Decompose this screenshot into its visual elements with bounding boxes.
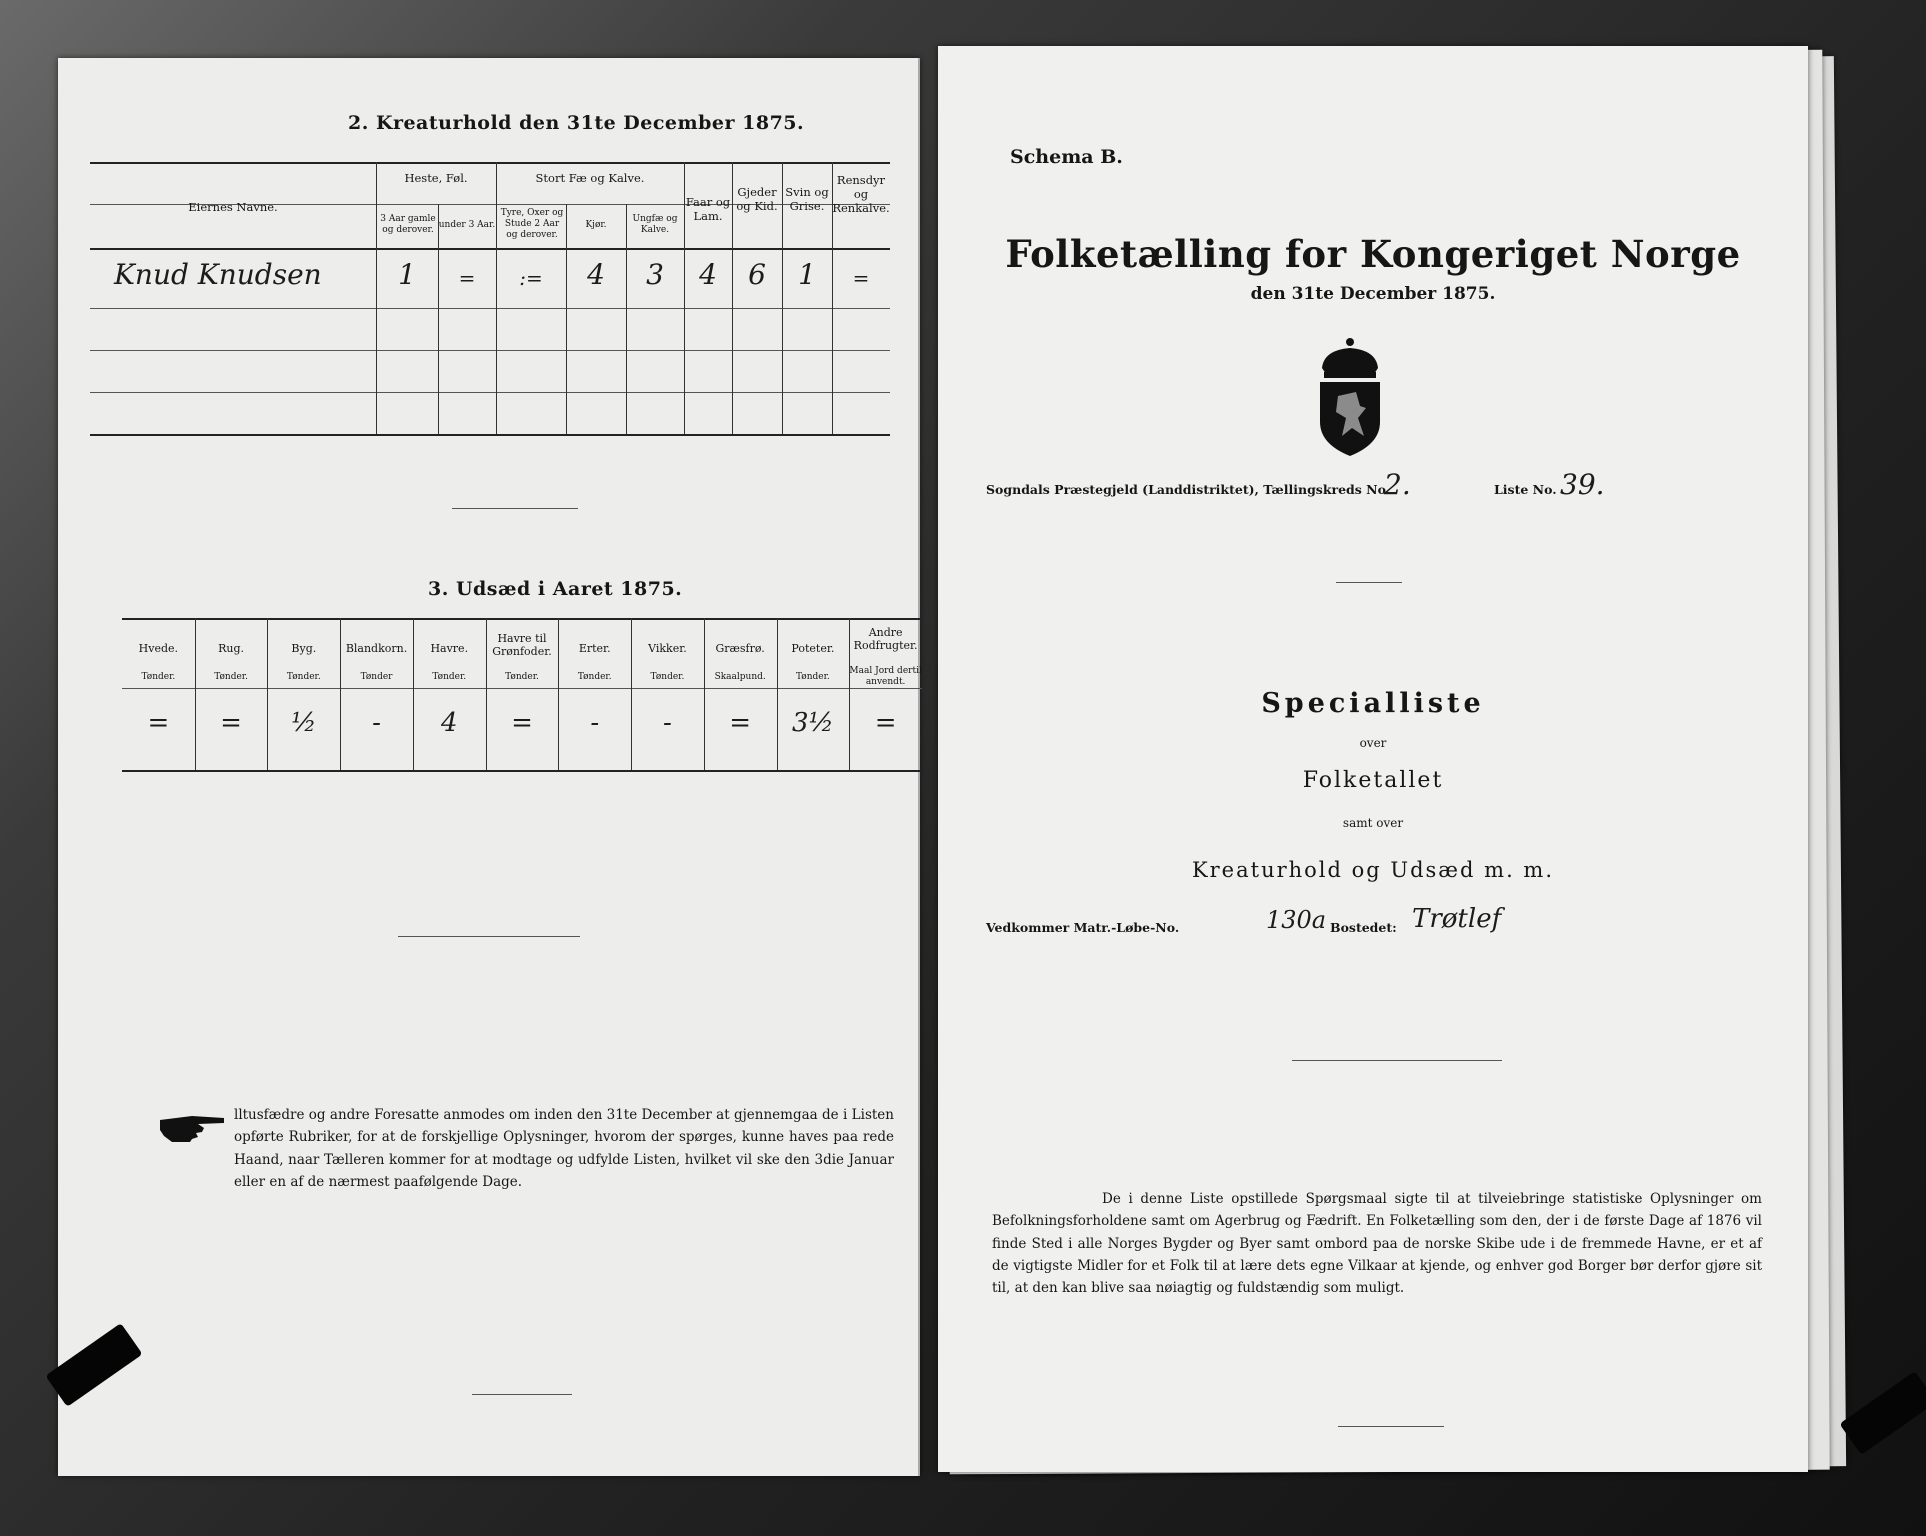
udsaed-header: Hvede.	[138, 642, 179, 655]
table3-col-sep	[558, 618, 559, 770]
udsaed-value: 4	[440, 708, 458, 738]
udsaed-header: Havre.	[430, 642, 469, 655]
udsaed-unit: Skaalpund.	[714, 672, 766, 682]
bosted-value: Trøtlef	[1412, 904, 1502, 934]
horse-group-header: Heste, Føl.	[404, 171, 468, 185]
udsaed-value: =	[220, 708, 242, 738]
document-date: den 31te December 1875.	[1250, 284, 1496, 304]
samt-over-text: samt over	[1342, 816, 1404, 830]
udsaed-unit: Tønder.	[286, 672, 321, 682]
udsaed-value: =	[147, 708, 170, 738]
over-text: over	[1359, 736, 1387, 750]
table3-col-sep	[413, 618, 414, 770]
pointing-hand-icon	[158, 1108, 228, 1150]
udsaed-value: =	[874, 708, 897, 738]
table3-col-sep	[195, 618, 196, 770]
table2-col-sep	[438, 204, 439, 434]
table3-top-rule	[122, 618, 922, 620]
separator-line	[452, 508, 578, 509]
cattle-col2-header: Kjør.	[585, 220, 607, 230]
table3-col-sep	[631, 618, 632, 770]
udsaed-value: -	[590, 708, 600, 738]
separator-line	[1336, 582, 1402, 583]
udsaed-unit: Tønder.	[432, 672, 467, 682]
specialliste-heading: Specialliste	[1261, 688, 1485, 719]
udsaed-unit: Tønder	[360, 672, 393, 682]
udsaed-value: -	[372, 708, 381, 738]
udsaed-header: Erter.	[578, 642, 611, 655]
separator-line	[472, 1394, 572, 1395]
document-title: Folketælling for Kongeriget Norge	[1005, 232, 1741, 276]
table2-row-rule	[90, 350, 890, 351]
cell-horse-adult: 1	[398, 258, 416, 291]
district-number: 2.	[1384, 468, 1411, 501]
udsaed-value: -	[663, 708, 672, 738]
cell-pigs: 1	[798, 258, 816, 291]
section-2-title: 2. Kreaturhold den 31te December 1875.	[348, 112, 805, 134]
table3-col-sep	[704, 618, 705, 770]
table2-col-sep	[376, 162, 377, 434]
schema-label: Schema B.	[1010, 146, 1123, 168]
udsaed-unit: Tønder.	[577, 672, 612, 682]
table3-col-sep	[777, 618, 778, 770]
cell-sheep: 4	[699, 258, 717, 291]
table2-col-sep	[566, 204, 567, 434]
udsaed-header: Havre til Grønfoder.	[492, 632, 552, 659]
cell-horse-young: =	[458, 266, 476, 290]
explanation-paragraph: De i denne Liste opstillede Spørgsmaal sigte til at tilveiebringe statistiske Oplysninger om Befolkningsforholdene samt om Agerbrug og Fædrift. En Folketælling som den, der i de første Dage af 1876 vil finde Sted i alle Norges Bygder og Byer samt ombord paa de norske Skibe ude i de fremmede Havne, er et af de vigtigste Midler for et Folk til at lære dets egne Vilkaar at kjende, og enhver god Borger bør derfor gjøre sit til, at den kan blive saa nøiagtig og fuldstændig som muligt.	[992, 1191, 1762, 1297]
udsaed-unit: Tønder.	[650, 672, 685, 682]
list-label: Liste No.	[1494, 482, 1557, 497]
cattle-col3-header: Ungfæ og Kalve.	[632, 214, 678, 235]
goat-header: Gjeder og Kid.	[736, 185, 778, 213]
udsaed-header: Græsfrø.	[715, 642, 765, 655]
udsaed-unit: Tønder.	[796, 672, 830, 682]
separator-line	[398, 936, 580, 937]
owner-name: Knud Knudsen	[114, 258, 322, 291]
udsaed-header: Poteter.	[791, 642, 835, 655]
reindeer-header: Rensdyr og Renkalve.	[832, 173, 890, 215]
kreaturhold-heading: Kreaturhold og Udsæd m. m.	[1191, 858, 1555, 882]
table2-col-sep	[626, 204, 627, 434]
udsaed-value: =	[729, 708, 752, 738]
right-page	[938, 46, 1808, 1472]
cell-cows: 4	[587, 258, 605, 291]
folketallet-heading: Folketallet	[1302, 768, 1444, 793]
district-label: Sogndals Præstegjeld (Landdistriktet), Tællingskreds No.	[986, 482, 1391, 497]
table2-header-bottom	[90, 248, 890, 250]
udsaed-unit: Tønder.	[505, 672, 539, 682]
table2-row-rule	[90, 308, 890, 309]
left-page	[58, 58, 920, 1476]
cattle-col1-header: Tyre, Oxer og Stude 2 Aar og derover.	[500, 208, 564, 240]
table3-col-sep	[340, 618, 341, 770]
list-number: 39.	[1560, 468, 1605, 501]
separator-line	[1338, 1426, 1444, 1427]
cell-young-cattle: 3	[646, 258, 664, 291]
table2-col-sep	[496, 162, 497, 434]
udsaed-value: ½	[291, 708, 317, 738]
sheep-header: Faar og Lam.	[685, 195, 731, 223]
table2-row-rule	[90, 392, 890, 393]
udsaed-unit: Tønder.	[141, 672, 176, 682]
table2-top-rule	[90, 162, 890, 164]
pig-header: Svin og Grise.	[785, 185, 829, 213]
udsaed-value: 3½	[792, 708, 834, 738]
coat-of-arms-icon	[1308, 336, 1392, 462]
udsaed-unit: Tønder.	[214, 672, 248, 682]
udsaed-header: Rug.	[218, 642, 245, 655]
horse-col1-header: 3 Aar gamle og derover.	[380, 214, 436, 235]
table3-bottom-rule	[122, 770, 922, 772]
section-3-title: 3. Udsæd i Aaret 1875.	[428, 578, 683, 600]
table3-col-sep	[267, 618, 268, 770]
notice-text: lltusfædre og andre Foresatte anmodes om inden den 31te December at gjennemgaa de i Listen opførte Rubriker, for at de forskjellige Oplysninger, hvorom der spørges, kunne haves paa rede Haand, naar Tælleren kommer for at modtage og udfylde Listen, hvilket vil ske den 3die Januar eller en af de nærmest paafølgende Dage.	[234, 1107, 894, 1190]
matr-number: 130a	[1266, 906, 1327, 934]
separator-line	[1292, 1060, 1502, 1061]
udsaed-unit: Maal Jord dertil anvendt.	[849, 666, 922, 687]
table3-header-rule	[122, 688, 922, 689]
matr-label: Vedkommer Matr.-Løbe-No.	[986, 920, 1180, 935]
cell-reindeer: =	[852, 266, 870, 290]
udsaed-header: Byg.	[291, 642, 317, 655]
cell-goats: 6	[748, 258, 766, 291]
table2-bottom-rule	[90, 434, 890, 436]
udsaed-header: Vikker.	[648, 642, 687, 655]
udsaed-header: Blandkorn.	[345, 642, 408, 655]
horse-col2-header: under 3 Aar.	[438, 220, 496, 230]
bosted-label: Bostedet:	[1330, 920, 1397, 935]
owner-header: Eiernes Navne.	[188, 200, 278, 214]
udsaed-value: =	[511, 708, 533, 738]
udsaed-header: Andre Rodfrugter.	[853, 626, 918, 653]
cattle-group-header: Stort Fæ og Kalve.	[535, 171, 645, 185]
cell-bulls: :=	[519, 266, 543, 290]
